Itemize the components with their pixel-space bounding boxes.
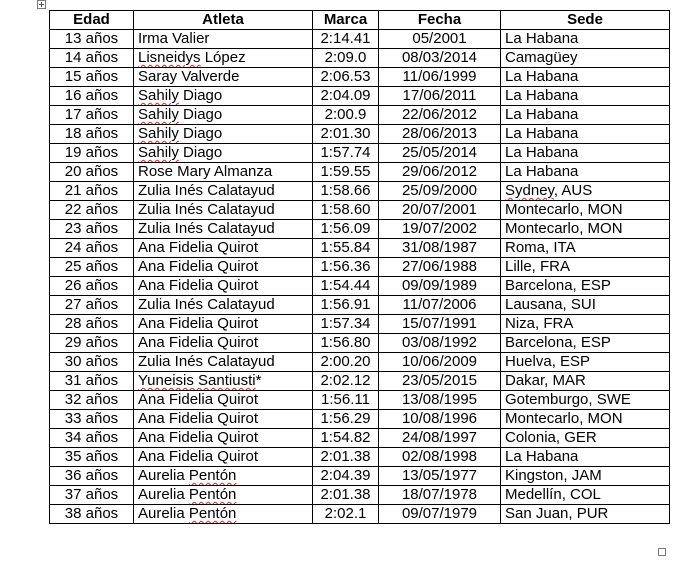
cell-edad: 29 años <box>50 334 134 353</box>
cell-sede: La Habana <box>501 68 670 87</box>
cell-sede: Niza, FRA <box>501 315 670 334</box>
cell-sede: La Habana <box>501 144 670 163</box>
table-row <box>50 505 670 524</box>
cell-sede: Gotemburgo, SWE <box>501 391 670 410</box>
cell-marca: 2:04.39 <box>313 467 379 486</box>
cell-atleta: Zulia Inés Calatayud <box>134 201 313 220</box>
table-row <box>50 296 670 315</box>
cell-marca: 2:14.41 <box>313 30 379 49</box>
cell-marca: 2:04.09 <box>313 87 379 106</box>
table-row <box>50 315 670 334</box>
cell-marca: 2:02.12 <box>313 372 379 391</box>
cell-atleta: Lisneidys López <box>134 49 313 68</box>
header-atleta: Atleta <box>134 11 313 30</box>
cell-sede: Huelva, ESP <box>501 353 670 372</box>
cell-marca: 2:00.20 <box>313 353 379 372</box>
cell-fecha: 10/06/2009 <box>379 353 501 372</box>
cell-atleta: Zulia Inés Calatayud <box>134 182 313 201</box>
cell-sede: Dakar, MAR <box>501 372 670 391</box>
cell-marca: 2:06.53 <box>313 68 379 87</box>
cell-edad: 35 años <box>50 448 134 467</box>
cell-atleta: Ana Fidelia Quirot <box>134 391 313 410</box>
table-row <box>50 258 670 277</box>
table-row <box>50 353 670 372</box>
spellcheck-mark: Pentón <box>188 467 237 484</box>
cell-edad: 26 años <box>50 277 134 296</box>
cell-atleta: Ana Fidelia Quirot <box>134 277 313 296</box>
cell-sede: Barcelona, ESP <box>501 277 670 296</box>
cell-marca: 1:56.29 <box>313 410 379 429</box>
header-marca: Marca <box>313 11 379 30</box>
table-row <box>50 106 670 125</box>
cell-atleta: Aurelia Pentón <box>134 467 313 486</box>
cell-fecha: 10/08/1996 <box>379 410 501 429</box>
table-row <box>50 277 670 296</box>
cell-marca: 1:55.84 <box>313 239 379 258</box>
table-row <box>50 410 670 429</box>
cell-atleta: Saray Valverde <box>134 68 313 87</box>
cell-marca: 1:56.80 <box>313 334 379 353</box>
cell-sede: Sydney, AUS <box>501 182 670 201</box>
cell-atleta: Aurelia Pentón <box>134 486 313 505</box>
table-body <box>50 30 670 524</box>
table-row <box>50 448 670 467</box>
cell-atleta: Rose Mary Almanza <box>134 163 313 182</box>
cell-sede: Lille, FRA <box>501 258 670 277</box>
cell-marca: 1:59.55 <box>313 163 379 182</box>
cell-edad: 30 años <box>50 353 134 372</box>
cell-edad: 38 años <box>50 505 134 524</box>
table-row <box>50 68 670 87</box>
cell-edad: 25 años <box>50 258 134 277</box>
header-row <box>50 11 670 30</box>
cell-fecha: 05/2001 <box>379 30 501 49</box>
cell-sede: La Habana <box>501 106 670 125</box>
table-row <box>50 467 670 486</box>
cell-marca: 1:56.36 <box>313 258 379 277</box>
table-row <box>50 182 670 201</box>
cell-edad: 15 años <box>50 68 134 87</box>
cell-sede: Camagüey <box>501 49 670 68</box>
cell-edad: 19 años <box>50 144 134 163</box>
cell-edad: 18 años <box>50 125 134 144</box>
cell-edad: 21 años <box>50 182 134 201</box>
cell-atleta: Sahily Diago <box>134 87 313 106</box>
cell-fecha: 13/08/1995 <box>379 391 501 410</box>
cell-atleta: Sahily Diago <box>134 106 313 125</box>
cell-fecha: 09/09/1989 <box>379 277 501 296</box>
cell-marca: 2:01.38 <box>313 448 379 467</box>
spellcheck-mark: Yuneisis Santiusti <box>138 372 256 389</box>
cell-edad: 31 años <box>50 372 134 391</box>
cell-sede: Colonia, GER <box>501 429 670 448</box>
cell-atleta: Ana Fidelia Quirot <box>134 239 313 258</box>
table-row <box>50 201 670 220</box>
spellcheck-mark: Sydney <box>505 182 554 199</box>
records-table <box>49 10 670 524</box>
spellcheck-mark: Lisneidys <box>138 49 201 66</box>
cell-marca: 1:56.09 <box>313 220 379 239</box>
cell-sede: San Juan, PUR <box>501 505 670 524</box>
cell-sede: La Habana <box>501 30 670 49</box>
cell-fecha: 11/06/1999 <box>379 68 501 87</box>
table-row <box>50 220 670 239</box>
cell-atleta: Ana Fidelia Quirot <box>134 334 313 353</box>
cell-marca: 1:58.66 <box>313 182 379 201</box>
cell-marca: 2:01.30 <box>313 125 379 144</box>
cell-atleta: Ana Fidelia Quirot <box>134 448 313 467</box>
table-row <box>50 391 670 410</box>
cell-edad: 27 años <box>50 296 134 315</box>
cell-sede: Montecarlo, MON <box>501 410 670 429</box>
cell-sede: Medellín, COL <box>501 486 670 505</box>
cell-atleta: Sahily Diago <box>134 144 313 163</box>
table-row <box>50 144 670 163</box>
spellcheck-mark: Pentón <box>188 505 237 522</box>
table-row <box>50 239 670 258</box>
cell-sede: Kingston, JAM <box>501 467 670 486</box>
table-row <box>50 30 670 49</box>
cell-fecha: 23/05/2015 <box>379 372 501 391</box>
cell-atleta: Ana Fidelia Quirot <box>134 258 313 277</box>
cell-marca: 2:09.0 <box>313 49 379 68</box>
cell-fecha: 19/07/2002 <box>379 220 501 239</box>
cell-edad: 17 años <box>50 106 134 125</box>
cell-sede: La Habana <box>501 87 670 106</box>
cell-fecha: 13/05/1977 <box>379 467 501 486</box>
cell-atleta: Ana Fidelia Quirot <box>134 315 313 334</box>
cell-edad: 37 años <box>50 486 134 505</box>
cell-edad: 13 años <box>50 30 134 49</box>
table-row <box>50 429 670 448</box>
cell-fecha: 18/07/1978 <box>379 486 501 505</box>
cell-fecha: 08/03/2014 <box>379 49 501 68</box>
cell-marca: 1:58.60 <box>313 201 379 220</box>
cell-fecha: 09/07/1979 <box>379 505 501 524</box>
cell-fecha: 25/05/2014 <box>379 144 501 163</box>
spellcheck-mark: Sahily <box>138 106 179 123</box>
cell-marca: 2:02.1 <box>313 505 379 524</box>
table-row <box>50 87 670 106</box>
spellcheck-mark: Sahily <box>138 87 179 104</box>
cell-marca: 1:56.91 <box>313 296 379 315</box>
cell-edad: 22 años <box>50 201 134 220</box>
cell-sede: Montecarlo, MON <box>501 201 670 220</box>
table-row <box>50 372 670 391</box>
cell-atleta: Zulia Inés Calatayud <box>134 220 313 239</box>
table-row <box>50 486 670 505</box>
table-row <box>50 163 670 182</box>
cell-sede: Lausana, SUI <box>501 296 670 315</box>
cell-edad: 28 años <box>50 315 134 334</box>
header-sede: Sede <box>501 11 670 30</box>
cell-fecha: 17/06/2011 <box>379 87 501 106</box>
cell-fecha: 20/07/2001 <box>379 201 501 220</box>
cell-fecha: 03/08/1992 <box>379 334 501 353</box>
cell-fecha: 25/09/2000 <box>379 182 501 201</box>
cell-fecha: 28/06/2013 <box>379 125 501 144</box>
cell-fecha: 11/07/2006 <box>379 296 501 315</box>
cell-fecha: 15/07/1991 <box>379 315 501 334</box>
cell-edad: 32 años <box>50 391 134 410</box>
cell-atleta: Zulia Inés Calatayud <box>134 296 313 315</box>
cell-edad: 14 años <box>50 49 134 68</box>
cell-sede: La Habana <box>501 163 670 182</box>
header-fecha: Fecha <box>379 11 501 30</box>
cell-fecha: 02/08/1998 <box>379 448 501 467</box>
cell-edad: 24 años <box>50 239 134 258</box>
cell-edad: 16 años <box>50 87 134 106</box>
cell-atleta: Sahily Diago <box>134 125 313 144</box>
spellcheck-mark: Sahily <box>138 144 179 161</box>
table-row <box>50 49 670 68</box>
cell-fecha: 27/06/1988 <box>379 258 501 277</box>
table-row <box>50 125 670 144</box>
cell-marca: 2:00.9 <box>313 106 379 125</box>
cell-edad: 33 años <box>50 410 134 429</box>
cell-marca: 1:57.34 <box>313 315 379 334</box>
table-move-handle-icon[interactable] <box>37 0 46 9</box>
table-resize-handle-icon[interactable] <box>658 548 666 556</box>
cell-atleta: Yuneisis Santiusti* <box>134 372 313 391</box>
cell-sede: Barcelona, ESP <box>501 334 670 353</box>
cell-marca: 1:54.44 <box>313 277 379 296</box>
cell-marca: 1:57.74 <box>313 144 379 163</box>
cell-edad: 23 años <box>50 220 134 239</box>
cell-fecha: 22/06/2012 <box>379 106 501 125</box>
cell-marca: 2:01.38 <box>313 486 379 505</box>
cell-edad: 36 años <box>50 467 134 486</box>
cell-edad: 34 años <box>50 429 134 448</box>
table-row <box>50 334 670 353</box>
cell-sede: Roma, ITA <box>501 239 670 258</box>
cell-atleta: Ana Fidelia Quirot <box>134 429 313 448</box>
cell-marca: 1:56.11 <box>313 391 379 410</box>
cell-sede: La Habana <box>501 125 670 144</box>
spellcheck-mark: Sahily <box>138 125 179 142</box>
cell-fecha: 29/06/2012 <box>379 163 501 182</box>
cell-atleta: Ana Fidelia Quirot <box>134 410 313 429</box>
cell-atleta: Irma Valier <box>134 30 313 49</box>
cell-sede: Montecarlo, MON <box>501 220 670 239</box>
cell-atleta: Zulia Inés Calatayud <box>134 353 313 372</box>
spellcheck-mark: Pentón <box>188 486 237 503</box>
cell-atleta: Aurelia Pentón <box>134 505 313 524</box>
header-edad: Edad <box>50 11 134 30</box>
cell-marca: 1:54.82 <box>313 429 379 448</box>
cell-fecha: 24/08/1997 <box>379 429 501 448</box>
cell-edad: 20 años <box>50 163 134 182</box>
cell-sede: La Habana <box>501 448 670 467</box>
cell-fecha: 31/08/1987 <box>379 239 501 258</box>
